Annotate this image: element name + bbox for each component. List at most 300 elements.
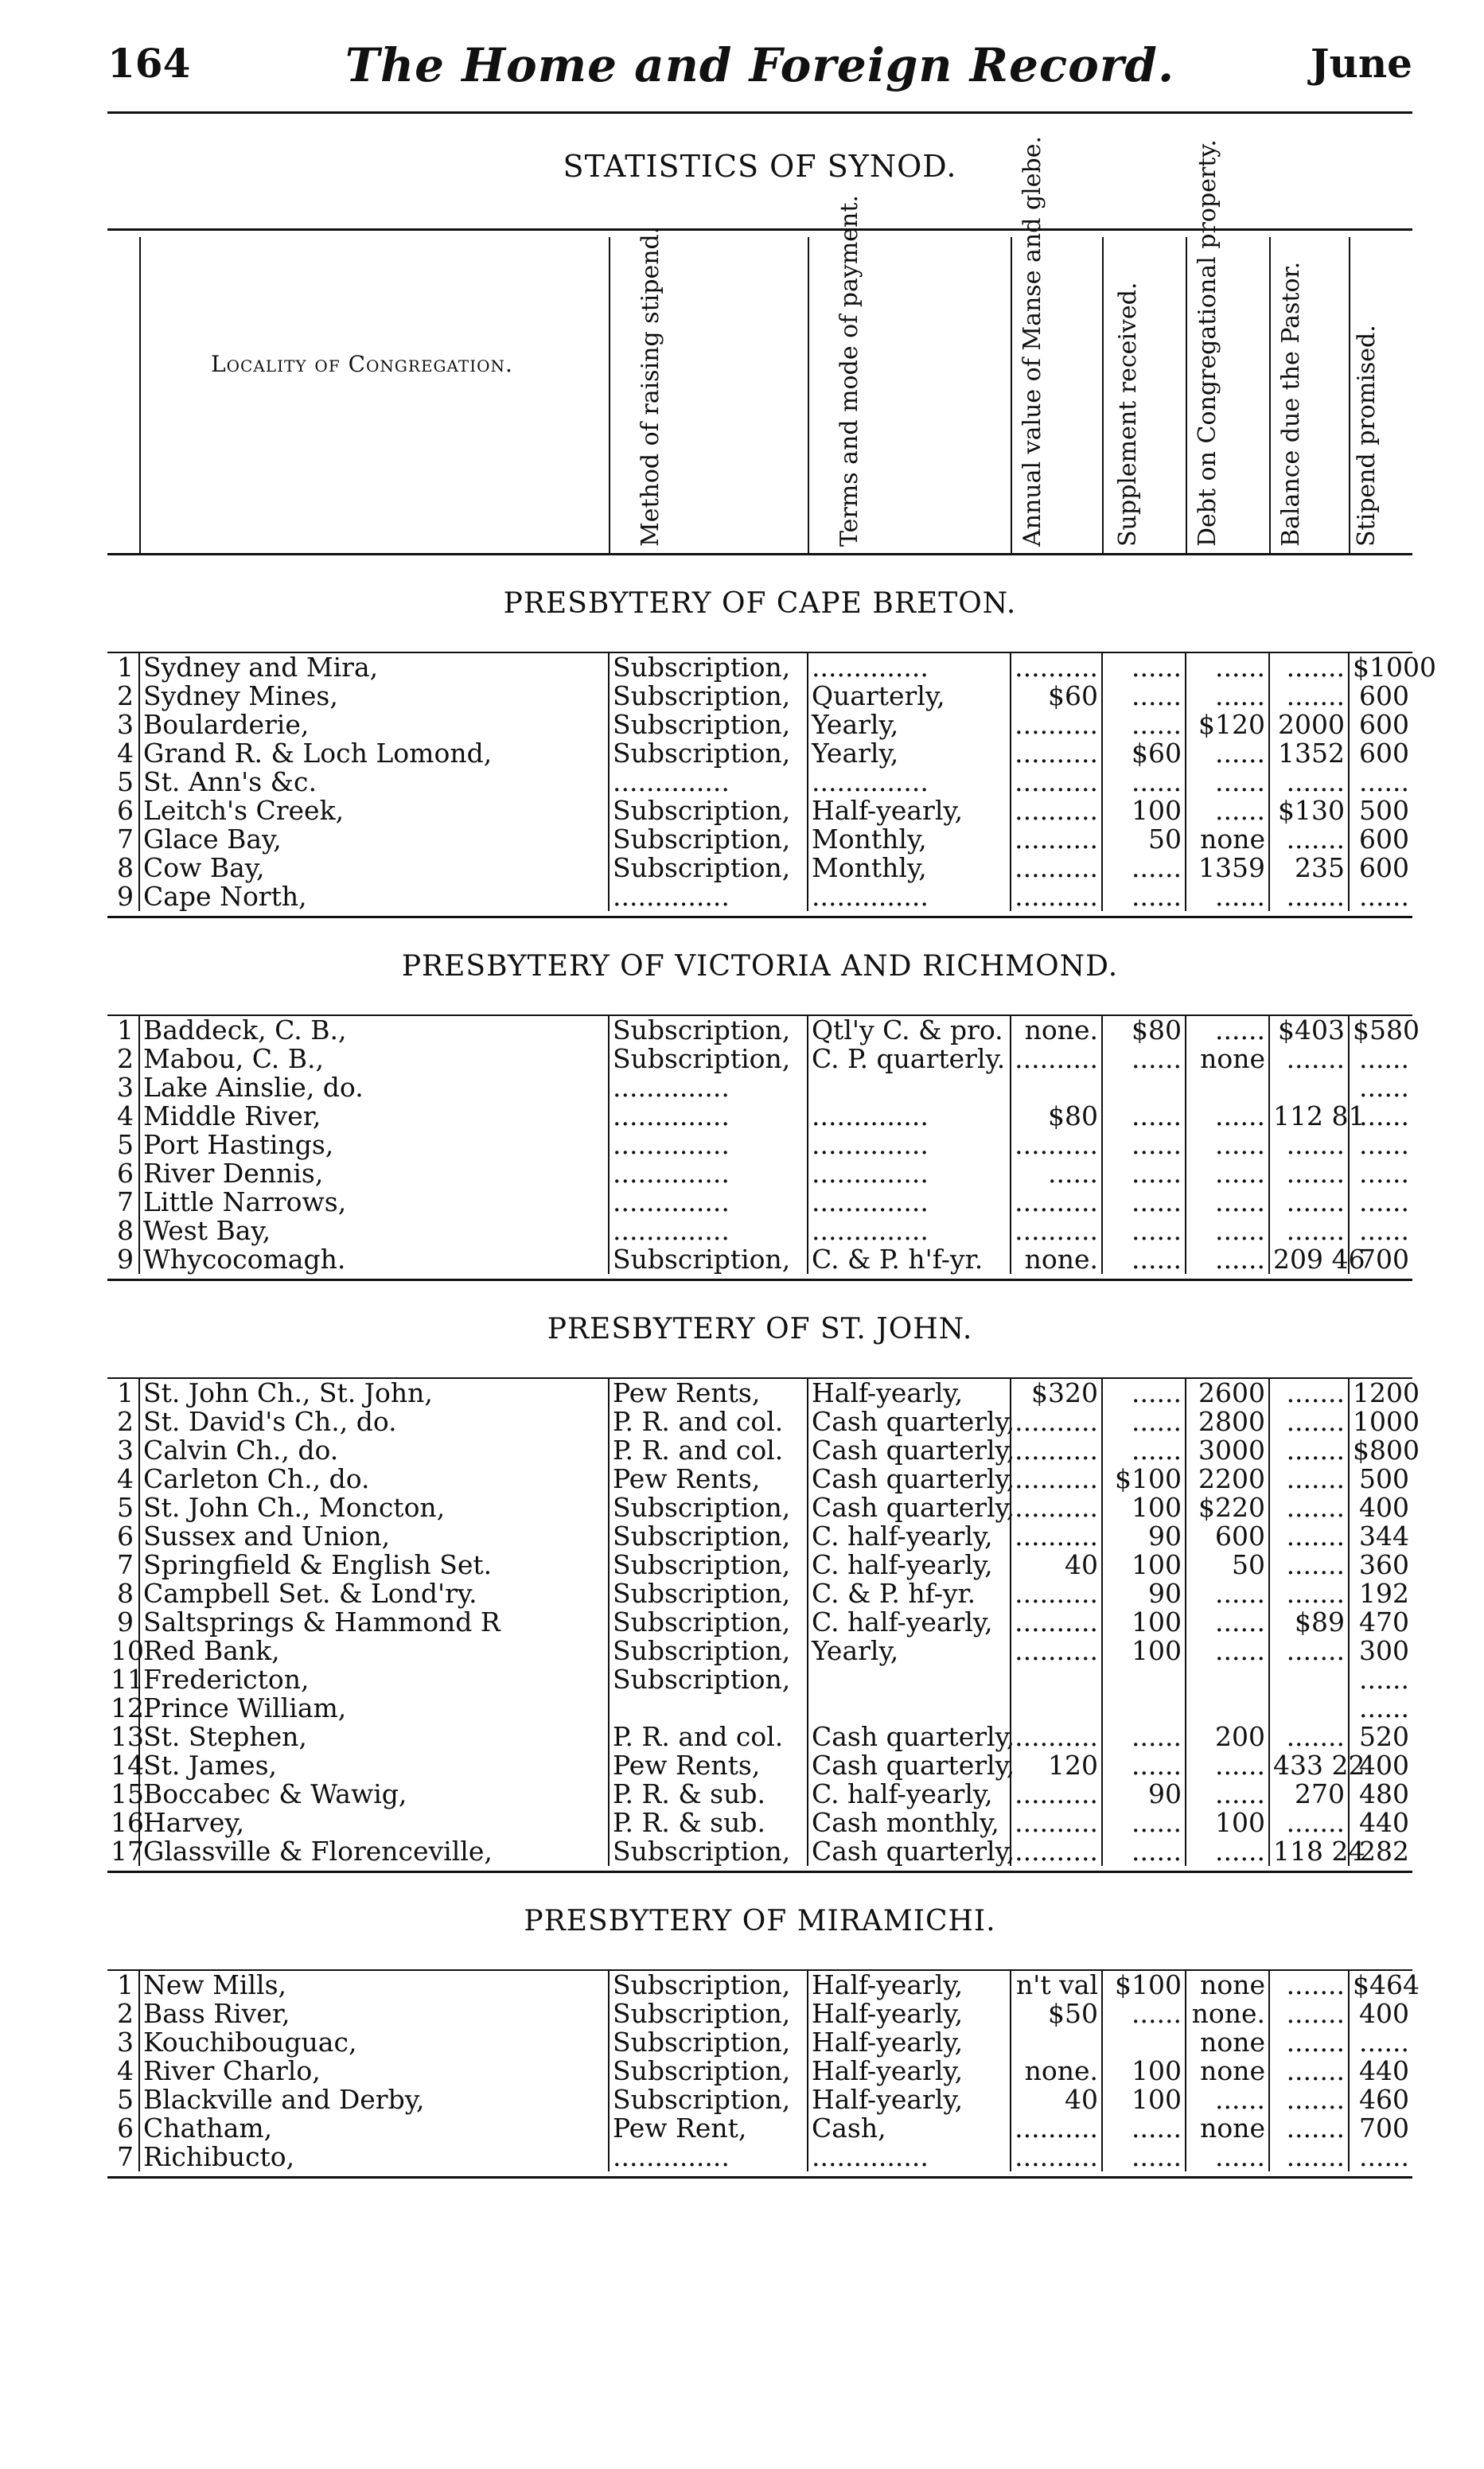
column-divider: [1349, 237, 1350, 553]
congregational-debt: ......: [1186, 2085, 1269, 2114]
payment-terms: C. half-yearly,: [808, 1780, 1011, 1809]
row-number: 6: [117, 795, 134, 826]
row-number: 3: [117, 1072, 134, 1103]
payment-terms: Cash quarterly,: [808, 1465, 1011, 1493]
stipend-promised: 460: [1349, 2085, 1412, 2114]
table-row: [107, 682, 1412, 711]
congregational-debt: none: [1186, 825, 1269, 854]
row-number: 1: [117, 652, 134, 683]
congregation-name: Lake Ainslie, do.: [139, 1073, 609, 1102]
stipend-promised: ......: [1349, 1694, 1412, 1723]
manse-value: 40: [1011, 1551, 1102, 1579]
congregational-debt: ......: [1186, 1245, 1269, 1274]
stipend-method: Subscription,: [609, 825, 808, 854]
congregation-name: Richibucto,: [139, 2143, 609, 2171]
presbytery-title: PRESBYTERY OF VICTORIA AND RICHMOND.: [401, 950, 1119, 983]
balance-due: .......: [1269, 1522, 1349, 1551]
manse-value: ..........: [1011, 882, 1102, 911]
congregational-debt: [1186, 1665, 1269, 1694]
payment-terms: ..............: [808, 1188, 1011, 1217]
balance-due: $403: [1269, 1016, 1349, 1045]
row-number: 5: [117, 1492, 134, 1523]
congregational-debt: 2200: [1186, 1465, 1269, 1493]
payment-terms: ..............: [808, 882, 1011, 911]
stipend-promised: ......: [1349, 1665, 1412, 1694]
payment-terms: Half-yearly,: [808, 1971, 1011, 2000]
payment-terms: ..............: [808, 1131, 1011, 1159]
congregation-name: Cow Bay,: [139, 854, 609, 882]
row-number: 7: [117, 2141, 134, 2172]
stipend-promised: 520: [1349, 1723, 1412, 1751]
row-number: 2: [117, 680, 134, 711]
stipend-method: Pew Rents,: [609, 1465, 808, 1493]
manse-value: 40: [1011, 2085, 1102, 2114]
congregational-debt: $220: [1186, 1493, 1269, 1522]
supplement-received: ......: [1102, 768, 1186, 796]
table-row: [107, 1465, 1412, 1493]
table-row: [107, 1579, 1412, 1608]
stipend-method: Pew Rent,: [609, 2114, 808, 2143]
congregational-debt: none: [1186, 2028, 1269, 2057]
stipend-method: Subscription,: [609, 1493, 808, 1522]
payment-terms: ..............: [808, 1159, 1011, 1188]
table-row: [107, 1102, 1412, 1131]
payment-terms: C. & P. h'f-yr.: [808, 1245, 1011, 1274]
balance-due: .......: [1269, 1493, 1349, 1522]
table-row: [107, 1809, 1412, 1837]
stipend-method: Subscription,: [609, 1016, 808, 1045]
manse-value: [1011, 1665, 1102, 1694]
payment-terms: C. half-yearly,: [808, 1608, 1011, 1637]
row-number: 15: [111, 1778, 144, 1809]
stipend-promised: 440: [1349, 1809, 1412, 1837]
manse-value: ..........: [1011, 1045, 1102, 1073]
stipend-promised: 600: [1349, 711, 1412, 739]
congregational-debt: 2600: [1186, 1379, 1269, 1408]
balance-due: $130: [1269, 796, 1349, 825]
stipend-promised: ......: [1349, 1102, 1412, 1131]
balance-due: .......: [1269, 882, 1349, 911]
supplement-received: ......: [1102, 1751, 1186, 1780]
table-row: [107, 854, 1412, 882]
journal-title: The Home and Foreign Record.: [345, 38, 1175, 92]
balance-due: 209 46: [1269, 1245, 1349, 1274]
presbytery-table: [107, 1969, 1420, 2172]
row-number: 9: [117, 881, 134, 912]
payment-terms: Cash quarterly,: [808, 1493, 1011, 1522]
congregational-debt: ......: [1186, 796, 1269, 825]
stipend-promised: $1000: [1349, 653, 1412, 682]
congregation-name: St. James,: [139, 1751, 609, 1780]
statistics-title: STATISTICS OF SYNOD.: [563, 149, 957, 184]
stipend-method: Subscription,: [609, 739, 808, 768]
congregation-name: Chatham,: [139, 2114, 609, 2143]
congregational-debt: ......: [1186, 1751, 1269, 1780]
manse-value: ..........: [1011, 796, 1102, 825]
table-row: [107, 1379, 1412, 1408]
payment-terms: ..............: [808, 1217, 1011, 1245]
payment-terms: Half-yearly,: [808, 2000, 1011, 2028]
row-number: 4: [117, 1463, 134, 1494]
stipend-promised: 700: [1349, 1245, 1412, 1274]
payment-terms: Cash quarterly,: [808, 1837, 1011, 1866]
supplement-received: [1102, 2028, 1186, 2057]
stipend-method: ..............: [609, 1131, 808, 1159]
table-row: [107, 1131, 1412, 1159]
stipend-promised: 192: [1349, 1579, 1412, 1608]
congregation-name: River Charlo,: [139, 2057, 609, 2085]
supplement-received: ......: [1102, 653, 1186, 682]
congregational-debt: ......: [1186, 1608, 1269, 1637]
supplement-received: [1102, 1073, 1186, 1102]
supplement-received: 100: [1102, 2057, 1186, 2085]
manse-value: 120: [1011, 1751, 1102, 1780]
congregation-name: Middle River,: [139, 1102, 609, 1131]
table-row: [107, 2057, 1412, 2085]
manse-value: ..........: [1011, 1608, 1102, 1637]
manse-value: ..........: [1011, 1188, 1102, 1217]
stipend-promised: 400: [1349, 1751, 1412, 1780]
issue-month: June: [1310, 40, 1412, 87]
congregation-name: Blackville and Derby,: [139, 2085, 609, 2114]
congregational-debt: ......: [1186, 682, 1269, 711]
supplement-received: ......: [1102, 2000, 1186, 2028]
presbytery-title: PRESBYTERY OF CAPE BRETON.: [503, 587, 1017, 620]
presbytery-table: [107, 652, 1436, 912]
congregation-name: Glassville & Florenceville,: [139, 1837, 609, 1866]
congregation-name: Baddeck, C. B.,: [139, 1016, 609, 1045]
stipend-method: Subscription,: [609, 1579, 808, 1608]
congregation-name: Whycocomagh.: [139, 1245, 609, 1274]
table-row: [107, 1608, 1412, 1637]
stipend-promised: ......: [1349, 2143, 1412, 2171]
balance-heading: Balance due the Pastor.: [1277, 261, 1305, 547]
payment-terms: ..............: [808, 768, 1011, 796]
congregational-debt: ......: [1186, 2143, 1269, 2171]
table-row: [107, 1723, 1412, 1751]
manse-value: none.: [1011, 2057, 1102, 2085]
balance-due: .......: [1269, 1637, 1349, 1665]
table-row: [107, 1159, 1412, 1188]
congregation-name: Leitch's Creek,: [139, 796, 609, 825]
supplement-received: 100: [1102, 1551, 1186, 1579]
table-row: [107, 739, 1412, 768]
stipend-method: Subscription,: [609, 1837, 808, 1866]
manse-value: none.: [1011, 1245, 1102, 1274]
column-divider: [1186, 237, 1187, 553]
balance-due: .......: [1269, 825, 1349, 854]
supplement-received: ......: [1102, 1723, 1186, 1751]
section-bottom-rule: [107, 1871, 1412, 1873]
congregational-debt: ......: [1186, 1159, 1269, 1188]
stipend-method: Subscription,: [609, 1551, 808, 1579]
supplement-received: ......: [1102, 1809, 1186, 1837]
stipend-promised: $800: [1349, 1436, 1412, 1465]
row-number: 6: [117, 1521, 134, 1552]
congregation-name: New Mills,: [139, 1971, 609, 2000]
congregational-debt: ......: [1186, 1780, 1269, 1809]
balance-due: .......: [1269, 2085, 1349, 2114]
congregational-debt: 50: [1186, 1551, 1269, 1579]
manse-value: $320: [1011, 1379, 1102, 1408]
payment-terms: Half-yearly,: [808, 1379, 1011, 1408]
presbytery-table: [107, 1014, 1420, 1275]
stipend-method: Subscription,: [609, 1522, 808, 1551]
balance-due: 1352: [1269, 739, 1349, 768]
payment-terms: Monthly,: [808, 854, 1011, 882]
row-number: 3: [117, 709, 134, 740]
congregational-debt: 200: [1186, 1723, 1269, 1751]
manse-value: $60: [1011, 682, 1102, 711]
congregation-name: Fredericton,: [139, 1665, 609, 1694]
supplement-received: $60: [1102, 739, 1186, 768]
balance-due: .......: [1269, 2143, 1349, 2171]
balance-due: .......: [1269, 682, 1349, 711]
congregational-debt: ......: [1186, 1016, 1269, 1045]
congregation-name: West Bay,: [139, 1217, 609, 1245]
stipend-method: Subscription,: [609, 1665, 808, 1694]
table-row: [107, 882, 1412, 911]
payment-terms: Qtl'y C. & pro.: [808, 1016, 1011, 1045]
stipend-method: Subscription,: [609, 1608, 808, 1637]
row-number: 6: [117, 1158, 134, 1189]
congregational-debt: 600: [1186, 1522, 1269, 1551]
locality-heading: Locality of Congregation.: [211, 351, 513, 377]
row-number: 7: [117, 1186, 134, 1217]
row-number: 17: [111, 1836, 144, 1867]
manse-value: ..........: [1011, 711, 1102, 739]
supplement-received: ......: [1102, 682, 1186, 711]
debt-heading: Debt on Congregational property.: [1194, 139, 1221, 547]
row-number: 3: [117, 1435, 134, 1466]
payment-terms: Cash,: [808, 2114, 1011, 2143]
table-row: [107, 2143, 1412, 2171]
stipend-promised: 500: [1349, 1465, 1412, 1493]
balance-due: .......: [1269, 1188, 1349, 1217]
row-number: 3: [117, 2027, 134, 2058]
page: [107, 32, 1436, 2179]
congregation-name: St. Ann's &c.: [139, 768, 609, 796]
stipend-promised: ......: [1349, 1131, 1412, 1159]
balance-due: 270: [1269, 1780, 1349, 1809]
congregational-debt: ......: [1186, 1217, 1269, 1245]
balance-due: .......: [1269, 2057, 1349, 2085]
stipend-promised: 600: [1349, 825, 1412, 854]
congregation-name: Glace Bay,: [139, 825, 609, 854]
congregation-name: Carleton Ch., do.: [139, 1465, 609, 1493]
supplement-received: 100: [1102, 1493, 1186, 1522]
stipend-promised: $580: [1349, 1016, 1412, 1045]
terms-heading: Terms and mode of payment.: [835, 195, 863, 547]
stipend-method: P. R. & sub.: [609, 1809, 808, 1837]
supplement-received: ......: [1102, 1131, 1186, 1159]
manse-value: ..........: [1011, 1809, 1102, 1837]
balance-due: .......: [1269, 1809, 1349, 1837]
payment-terms: [808, 1694, 1011, 1723]
stipend-promised: 282: [1349, 1837, 1412, 1866]
congregational-debt: none.: [1186, 2000, 1269, 2028]
balance-due: .......: [1269, 2114, 1349, 2143]
row-number: 9: [117, 1244, 134, 1275]
row-number: 12: [111, 1692, 144, 1723]
supplement-received: 90: [1102, 1780, 1186, 1809]
manse-value: [1011, 1694, 1102, 1723]
payment-terms: C. P. quarterly.: [808, 1045, 1011, 1073]
payment-terms: ..............: [808, 653, 1011, 682]
stipend-method: Subscription,: [609, 682, 808, 711]
payment-terms: [808, 1665, 1011, 1694]
stipend-method: ..............: [609, 1188, 808, 1217]
balance-due: .......: [1269, 1408, 1349, 1436]
row-number: 1: [117, 1377, 134, 1408]
stipend-method: Subscription,: [609, 1245, 808, 1274]
stipend-promised: ......: [1349, 1217, 1412, 1245]
congregational-debt: 1359: [1186, 854, 1269, 882]
congregation-name: Harvey,: [139, 1809, 609, 1837]
manse-value: ..........: [1011, 1723, 1102, 1751]
manse-value: ..........: [1011, 1131, 1102, 1159]
congregation-name: St. David's Ch., do.: [139, 1408, 609, 1436]
payment-terms: C. half-yearly,: [808, 1522, 1011, 1551]
stipend-method: ..............: [609, 1073, 808, 1102]
row-number: 4: [117, 738, 134, 769]
page-number: 164: [107, 40, 191, 87]
stipend-promised: ......: [1349, 1073, 1412, 1102]
payment-terms: Half-yearly,: [808, 2085, 1011, 2114]
payment-terms: Cash quarterly,: [808, 1436, 1011, 1465]
presbytery-title: PRESBYTERY OF ST. JOHN.: [547, 1313, 973, 1345]
stipend-method: [609, 1694, 808, 1723]
balance-due: .......: [1269, 1971, 1349, 2000]
table-row: [107, 1217, 1412, 1245]
supplement-received: ......: [1102, 2114, 1186, 2143]
congregational-debt: none: [1186, 1045, 1269, 1073]
manse-value: ..........: [1011, 1465, 1102, 1493]
manse-value: $80: [1011, 1102, 1102, 1131]
table-row: [107, 1408, 1412, 1436]
manse-value: none.: [1011, 1016, 1102, 1045]
table-row: [107, 1522, 1412, 1551]
payment-terms: Yearly,: [808, 1637, 1011, 1665]
payment-terms: Yearly,: [808, 711, 1011, 739]
manse-value: ..........: [1011, 1522, 1102, 1551]
congregation-name: Sussex and Union,: [139, 1522, 609, 1551]
row-number: 11: [111, 1664, 144, 1695]
balance-due: .......: [1269, 1436, 1349, 1465]
stipend-promised: 1000: [1349, 1408, 1412, 1436]
supplement-received: ......: [1102, 1379, 1186, 1408]
sections-container: [107, 587, 1436, 2179]
congregation-name: Red Bank,: [139, 1637, 609, 1665]
congregational-debt: 100: [1186, 1809, 1269, 1837]
stipend-promised: ......: [1349, 768, 1412, 796]
supplement-received: 100: [1102, 1608, 1186, 1637]
stipend-promised: 700: [1349, 2114, 1412, 2143]
payment-terms: ..............: [808, 1102, 1011, 1131]
manse-value: ..........: [1011, 653, 1102, 682]
supplement-received: $80: [1102, 1016, 1186, 1045]
balance-due: .......: [1269, 1217, 1349, 1245]
balance-due: [1269, 1073, 1349, 1102]
congregation-name: Campbell Set. & Lond'ry.: [139, 1579, 609, 1608]
congregation-name: Cape North,: [139, 882, 609, 911]
supplement-received: ......: [1102, 2143, 1186, 2171]
congregation-name: Kouchibouguac,: [139, 2028, 609, 2057]
manse-heading: Annual value of Manse and glebe.: [1019, 136, 1046, 547]
stipend-promised: ......: [1349, 1159, 1412, 1188]
manse-value: ..........: [1011, 1493, 1102, 1522]
stipend-method: Subscription,: [609, 711, 808, 739]
congregational-debt: ......: [1186, 882, 1269, 911]
congregational-debt: ......: [1186, 768, 1269, 796]
table-row: [107, 1551, 1412, 1579]
supplement-received: ......: [1102, 711, 1186, 739]
stipend-method: ..............: [609, 1159, 808, 1188]
row-number: 8: [117, 852, 134, 883]
manse-value: [1011, 2028, 1102, 2057]
row-number: 5: [117, 1129, 134, 1160]
manse-value: ..........: [1011, 1408, 1102, 1436]
congregation-name: Bass River,: [139, 2000, 609, 2028]
header-rule: [107, 111, 1412, 114]
stipend-method: Subscription,: [609, 1045, 808, 1073]
column-divider: [1011, 237, 1012, 553]
balance-due: .......: [1269, 1723, 1349, 1751]
stipend-promised: ......: [1349, 1188, 1412, 1217]
payment-terms: Yearly,: [808, 739, 1011, 768]
congregational-debt: ......: [1186, 1131, 1269, 1159]
congregation-name: St. John Ch., Moncton,: [139, 1493, 609, 1522]
stipend-promised: 1200: [1349, 1379, 1412, 1408]
balance-due: 433 22: [1269, 1751, 1349, 1780]
manse-value: ..........: [1011, 768, 1102, 796]
payment-terms: C. half-yearly,: [808, 1551, 1011, 1579]
stipend-promised: $464: [1349, 1971, 1412, 2000]
congregation-name: Little Narrows,: [139, 1188, 609, 1217]
stipend-promised: 360: [1349, 1551, 1412, 1579]
table-row: [107, 711, 1412, 739]
row-number: 10: [111, 1635, 144, 1666]
manse-value: ..........: [1011, 1579, 1102, 1608]
table-row: [107, 2114, 1412, 2143]
section-bottom-rule: [107, 2176, 1412, 2179]
payment-terms: Cash quarterly,: [808, 1751, 1011, 1780]
supplement-received: $100: [1102, 1465, 1186, 1493]
row-number: 9: [117, 1606, 134, 1638]
congregational-debt: ......: [1186, 1637, 1269, 1665]
column-divider: [1269, 237, 1271, 553]
congregational-debt: $120: [1186, 711, 1269, 739]
row-number: 2: [117, 1998, 134, 2029]
supplement-received: 100: [1102, 1637, 1186, 1665]
table-row: [107, 1637, 1412, 1665]
balance-due: 112 81: [1269, 1102, 1349, 1131]
congregation-name: St. John Ch., St. John,: [139, 1379, 609, 1408]
balance-due: .......: [1269, 768, 1349, 796]
stipend-method: ..............: [609, 768, 808, 796]
balance-due: .......: [1269, 1045, 1349, 1073]
congregational-debt: none: [1186, 2057, 1269, 2085]
row-number: 6: [117, 2113, 134, 2144]
supplement-received: ......: [1102, 1045, 1186, 1073]
congregational-debt: ......: [1186, 1188, 1269, 1217]
manse-value: ..........: [1011, 739, 1102, 768]
table-row: [107, 2085, 1412, 2114]
stipend-method: ..............: [609, 1102, 808, 1131]
row-number: 14: [111, 1750, 144, 1781]
balance-due: .......: [1269, 653, 1349, 682]
presbytery-title: PRESBYTERY OF MIRAMICHI.: [524, 1905, 996, 1937]
